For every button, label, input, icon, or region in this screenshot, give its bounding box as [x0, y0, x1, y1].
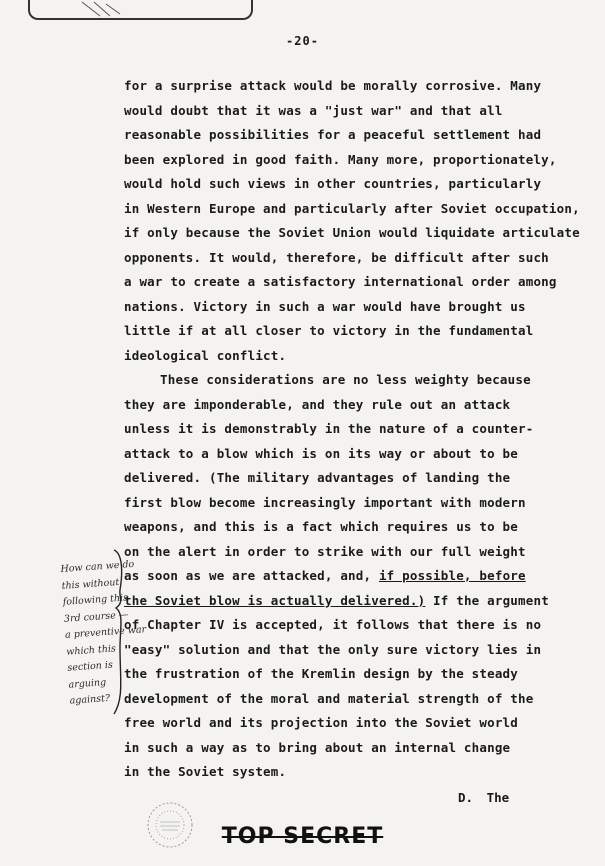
paragraph-line: on the alert in order to strike with our full weight	[124, 543, 526, 559]
paragraph-line: free world and its projection into the Soviet world	[124, 715, 519, 730]
body-line: for a surprise attack would be morally corrosive. Many	[124, 78, 542, 93]
body-line: opponents. It would, therefore, be difficult after such	[124, 249, 549, 265]
body-line: would doubt that it was a "just war" and that all	[124, 102, 503, 118]
margin-note-line: section is	[67, 659, 114, 674]
paragraph-line: the frustration of the Kremlin design by the steady	[124, 666, 519, 681]
corner-stamp	[28, 0, 253, 20]
margin-note-line: How can we do	[60, 558, 135, 575]
margin-note-line: this without	[61, 576, 120, 592]
margin-note-line: arguing	[68, 676, 107, 691]
body-line: ideological conflict.	[124, 347, 287, 363]
paragraph-line: attack to a blow which is on its way or about to be	[124, 445, 519, 461]
margin-note-line: a preventive war	[64, 624, 147, 641]
paragraph-line: "easy" solution and that the only sure victory lies in	[124, 641, 542, 657]
margin-note-line: against?	[69, 692, 111, 707]
margin-note-line: which this	[65, 642, 117, 658]
paragraph-line: in the Soviet system.	[124, 764, 287, 779]
paragraph-line: weapons, and this is a fact which requires us to be	[124, 519, 519, 534]
page-number: -20-	[286, 34, 319, 48]
paragraph-line: unless it is demonstrably in the nature of a counter-	[124, 421, 534, 436]
handwritten-margin-note	[60, 557, 147, 710]
stamp-scribble-icon	[80, 0, 140, 18]
paragraph-line	[124, 589, 574, 614]
margin-note-line: 3rd course —	[63, 608, 129, 625]
paragraph-line: they are imponderable, and they rule out an attack	[124, 396, 511, 412]
paragraph-line: development of the moral and material strength of the	[124, 690, 534, 706]
paragraph-line: first blow become increasingly important with modern	[124, 494, 526, 510]
continuation-signoff: D. The	[458, 790, 510, 805]
body-line: if only because the Soviet Union would liquidate articulate	[124, 225, 580, 240]
body-line: reasonable possibilities for a peaceful settlement had	[124, 127, 542, 142]
paragraph-line: These considerations are no less weighty because	[160, 372, 531, 387]
paragraph-line	[124, 564, 574, 589]
paragraph-line: in such a way as to bring about an internal change	[124, 739, 511, 755]
body-line: nations. Victory in such a war would have brought us	[124, 298, 526, 314]
body-line: little if at all closer to victory in the fundamental	[124, 323, 534, 338]
body-line: in Western Europe and particularly after Soviet occupation,	[124, 200, 580, 216]
paragraph-line: delivered. (The military advantages of landing the	[124, 470, 511, 485]
body-line: been explored in good faith. Many more, proportionately,	[124, 151, 557, 167]
underlined-text: if possible, before	[378, 568, 526, 583]
line-plain-text: as soon as we are attacked, and,	[124, 568, 379, 583]
body-line: would hold such views in other countries, particularly	[124, 176, 542, 191]
line-plain-text: If the argument	[425, 592, 549, 608]
margin-note-line: following this	[62, 592, 129, 608]
body-line: a war to create a satisfactory international order among	[124, 274, 557, 289]
classification-marking: TOP SECRET	[221, 824, 384, 849]
paragraph-line: of Chapter IV is accepted, it follows that there is no	[124, 617, 542, 632]
body-text	[124, 74, 580, 785]
underlined-text: the Soviet blow is actually delivered.)	[124, 592, 426, 608]
